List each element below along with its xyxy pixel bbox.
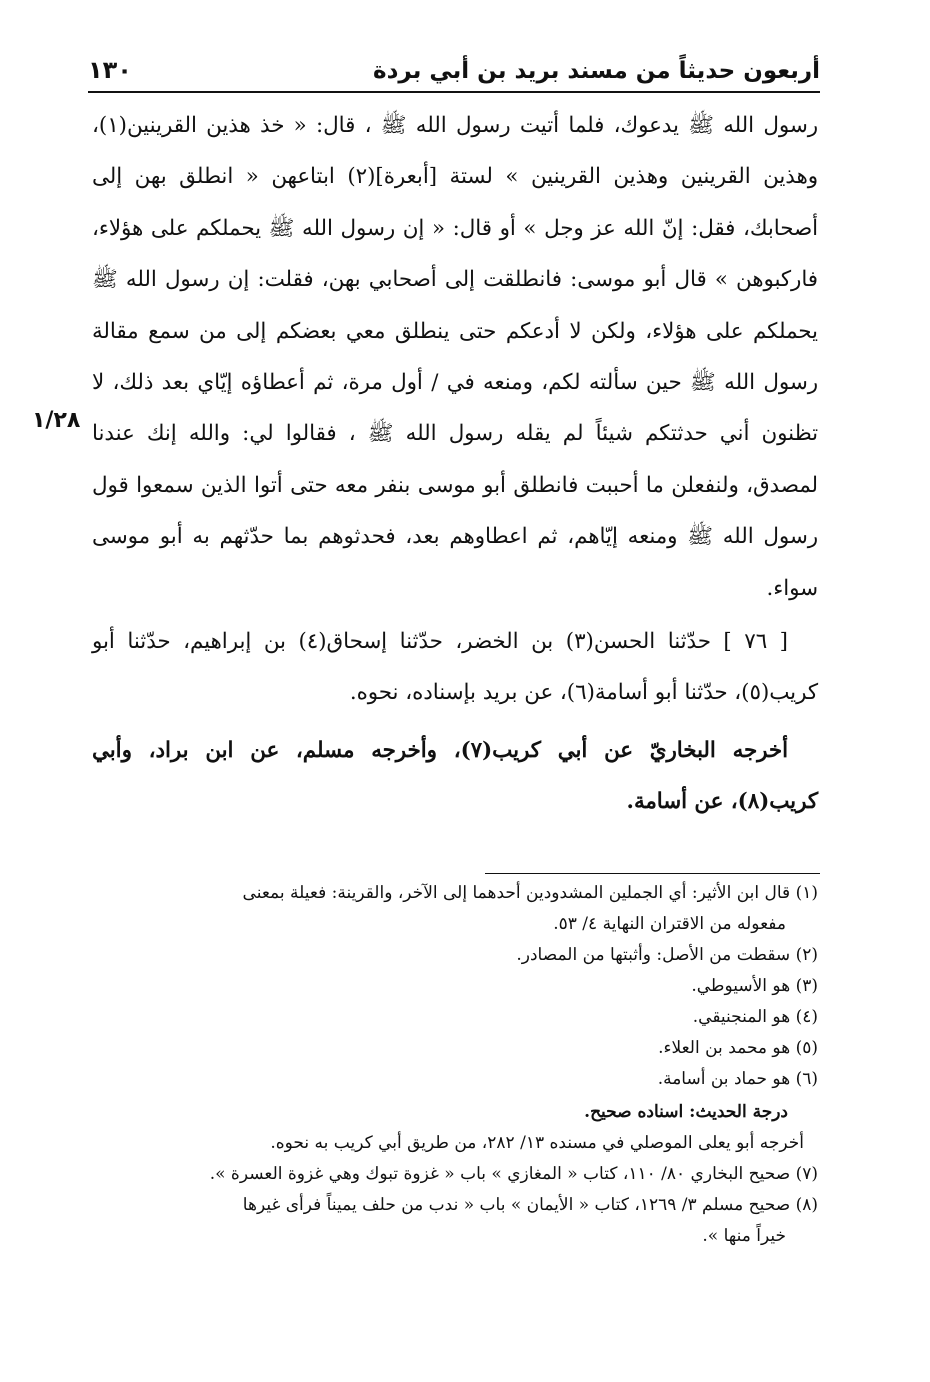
footnote-divider	[485, 873, 820, 874]
footnote-1: (١) قال ابن الأثير: أي الجملين المشدودين أحدهما إلى الآخر، والقرينة: فعيلة بمعنى	[242, 883, 818, 903]
page-number: ١٣٠	[88, 56, 132, 84]
hadith-grade-note: أخرجه أبو يعلى الموصلي في مسنده ١٣/ ٢٨٢، من طريق أبي كريب به نحوه.	[270, 1133, 804, 1153]
running-header	[88, 44, 820, 84]
footnote-2: (٢) سقطت من الأصل: وأثبتها من المصادر.	[516, 945, 818, 965]
footnotes	[92, 878, 818, 1252]
footnote-1-continued: مفعوله من الاقتران النهاية ٤/ ٥٣.	[553, 914, 786, 934]
footnote-5: (٥) هو محمد بن العلاء.	[658, 1038, 818, 1058]
header-divider	[88, 91, 820, 93]
main-text	[92, 100, 818, 828]
running-title: أربعون حديثاً من مسند بريد بن أبي بردة	[373, 58, 820, 84]
footnote-8-continued: خيراً منها ».	[702, 1226, 786, 1246]
footnote-3: (٣) هو الأسيوطي.	[691, 976, 818, 996]
hadith-grade: درجة الحديث: اسناده صحيح.	[584, 1102, 788, 1122]
footnote-6: (٦) هو حماد بن أسامة.	[657, 1069, 818, 1089]
footnote-8: (٨) صحيح مسلم ٣/ ١٢٦٩، كتاب « الأيمان » باب « ندب من حلف يميناً فرأى غيرها	[242, 1195, 818, 1215]
hadith-narrative-paragraph: رسول الله ﷺ يدعوك، فلما أتيت رسول الله ﷺ ، قال: « خذ هذين القرينين(١)، وهذين القرينين وهذين القرينين » لستة [أبعرة](٢) ابتاعهن « انطلق بهن إلى أصحابك، فقل: إنّ الله عز وجل » أو قال: « إن رسول الله ﷺ يحملكم على هؤلاء، فاركبوهن » قال أبو موسى: فانطلقت إلى أصحابي بهن، فقلت: إن رسول الله ﷺ يحملكم على هؤلاء، ولكن لا أدعكم حتى ينطلق معي بعضكم إلى من سمع مقالة رسول الله ﷺ حين سألته لكم، ومنعه في / أول مرة، ثم أعطاؤه إيّاي بعد ذلك، لا تظنون أني حدثتكم شيئاً لم يقله رسول الله ﷺ ، فقالوا لي: والله إنك عندنا لمصدق، ولنفعلن ما أحببت فانطلق أبو موسى بنفر معه حتى أتوا الذين سمعوا قول رسول الله ﷺ ومنعه إيّاهم، ثم اعطاوهم بعد، فحدثوهم بما حدّثهم به أبو موسى سواء.	[92, 113, 818, 601]
footnote-4: (٤) هو المنجنيقي.	[692, 1007, 818, 1027]
takhrij-paragraph: أخرجه البخاريّ عن أبي كريب(٧)، وأخرجه مسلم، عن ابن براد، وأبي كريب(٨)، عن أسامة.	[92, 737, 818, 815]
margin-reference: ١/٢٨	[32, 408, 81, 433]
footnote-7: (٧) صحيح البخاري ٨٠/ ١١٠، كتاب « المغازي » باب « غزوة تبوك وهي غزوة العسرة ».	[209, 1164, 818, 1184]
hadith-76-paragraph: [ ٧٦ ] حدّثنا الحسن(٣) بن الخضر، حدّثنا إسحاق(٤) بن إبراهيم، حدّثنا أبو كريب(٥)، حدّثنا أبو أسامة(٦)، عن بريد بإسناده، نحوه.	[92, 629, 818, 706]
